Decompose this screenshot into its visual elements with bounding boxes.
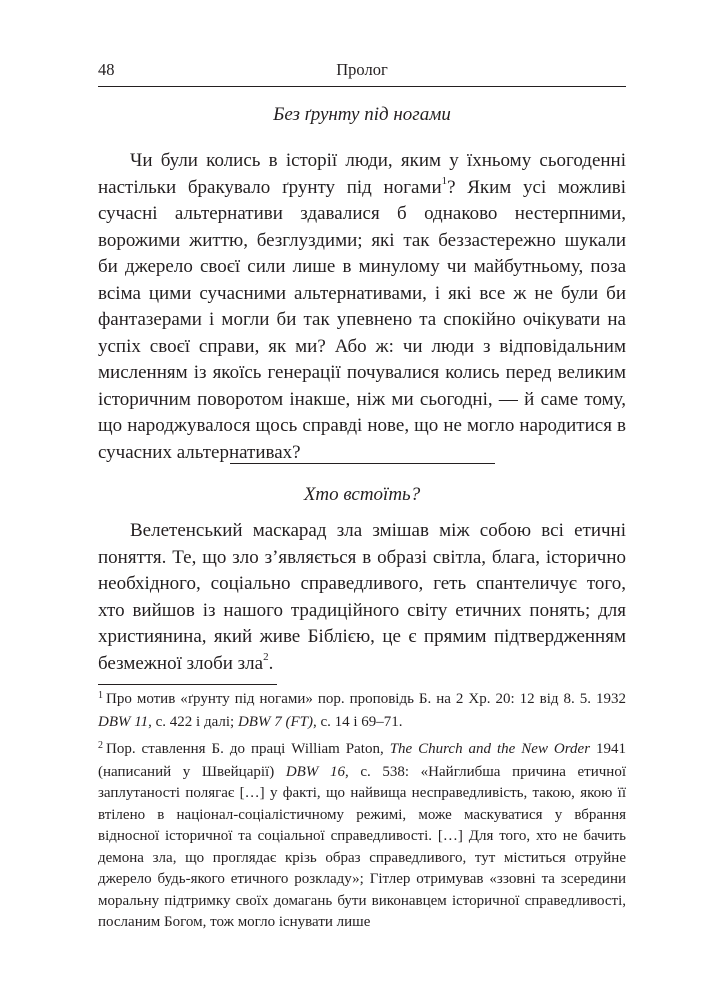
- page-number: 48: [98, 60, 115, 79]
- section-title-1: Без ґрунту під ногами: [273, 104, 451, 125]
- paragraph-1-text-a: Чи були колись в історії люди, яким у їхньому сьогоденні настільки бракувало ґрунту під ногами: [98, 150, 626, 198]
- paragraph-2: [98, 518, 626, 677]
- footnote-2: [98, 739, 626, 934]
- running-title: Пролог: [336, 60, 388, 79]
- section-title-2: Хто встоїть?: [303, 484, 421, 505]
- running-head: [98, 60, 626, 87]
- footnote-text: , с. 538: «Найглибша причина етичної заплутаності полягає […] у факті, що найвища несправедливість, такою, якою її втілено в націонал-соціалістичному режимі, може маскуватися у вбрання відносної історичної та соціальної справедливості. […] Для того, хто не бачить демона зла, що проглядає крізь образ справедливого, тут міститься отруйне джерело будь-якого етичного розкладу»; Гітлер отримував «ззовні та зсередини моральну підтримку своїх домагань бути виконавцем історичної справедливості, посланим Богом, тож могло існувати лише: [98, 763, 626, 930]
- footnote-citation: DBW 11: [98, 713, 149, 730]
- footnote-text: 1941 (написаний у Швейцарії): [98, 741, 627, 780]
- paragraph-2-text-a: Велетенський маскарад зла змішав між собою всі етичні поняття. Те, що зло з’являється в образі світла, блага, історично необхідного, соціально справедливого, геть спантеличує того, хто вийшов із нашого традиційного світу етичних понять; для християнина, який живе Біблією, це є прямим підтвердженням безмежної злоби зла: [98, 520, 626, 674]
- paragraph-1-text-b: ? Яким усі можливі сучасні альтернативи здавалися б однаково нестерпними, ворожими життю, безглуздими; які так беззастережно шукали би джерело своєї сили лише в минулому чи майбутньому, поза всіма цими сучасними альтернативами, і які все ж не були би фантазерами і могли би так упевнено та спокійно очікувати на успіх своєї справи, як ми? Або ж: чи люди з відповідальним мисленням із якоїсь генерації почувалися колись перед великим історичним поворотом інакше, ніж ми сьогодні, — й саме тому, що народжувалося щось справді нове, що не могло народитися в сучасних альтернативах?: [98, 176, 626, 463]
- footnote-text: Пор. ставлення Б. до праці William Paton,: [106, 741, 390, 757]
- footnote-number: 2: [98, 740, 103, 751]
- footnote-ref-2: 2: [263, 651, 269, 664]
- footnote-text: Про мотив «ґрунту під ногами» пор. проповідь Б. на 2 Хр. 20: 12 від 8. 5. 1932: [106, 691, 626, 707]
- paragraph-1: [98, 148, 626, 466]
- footnote-rule: [98, 684, 277, 685]
- footnote-citation: DBW 7 (FT): [237, 713, 313, 730]
- section-divider: [230, 463, 495, 464]
- paragraph-2-text-b: .: [268, 652, 274, 674]
- footnote-ref-1: 1: [441, 175, 448, 188]
- footnote-number: 1: [98, 690, 103, 701]
- footnote-citation: DBW 16: [285, 763, 345, 780]
- footnote-text: , с. 14 і 69–71.: [312, 713, 403, 730]
- footnote-text: , с. 422 і далі;: [148, 713, 238, 730]
- footnote-citation: The Church and the New Order: [389, 741, 591, 757]
- footnote-1: [98, 689, 626, 733]
